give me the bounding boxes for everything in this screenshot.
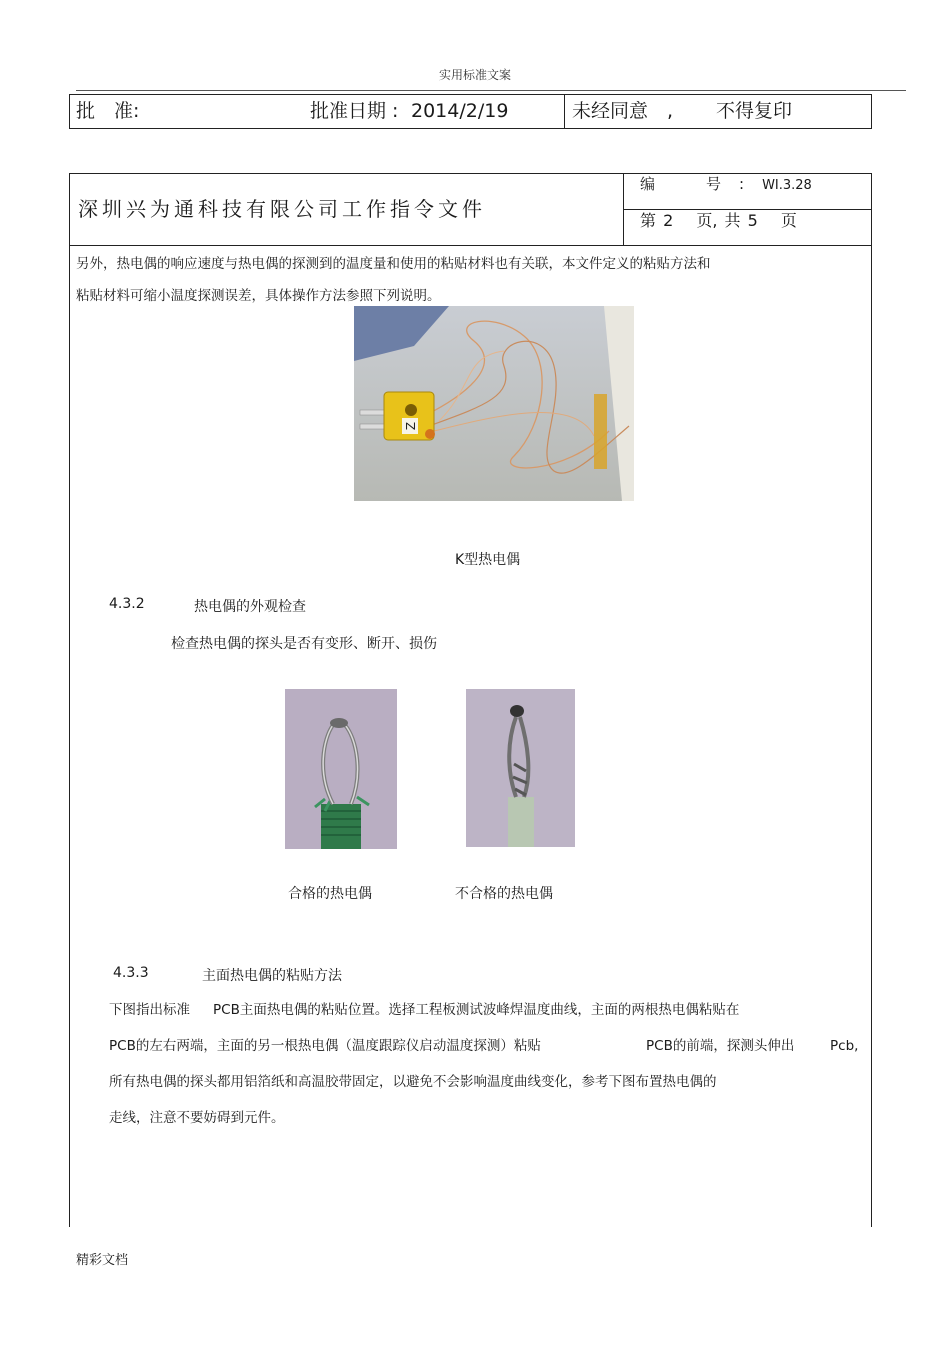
notice-right: 不得复印 bbox=[716, 100, 793, 122]
section-4-3-3-line-4: 走线，注意不要妨碍到元件。 bbox=[109, 1110, 285, 1126]
good-probe-illustration bbox=[285, 689, 397, 849]
page-footer: 精彩文档 bbox=[76, 1253, 129, 1268]
bad-probe-illustration bbox=[466, 689, 575, 847]
notice-left: 未经同意 , bbox=[572, 100, 674, 122]
approval-divider bbox=[564, 95, 565, 128]
page-header: 实用标准文案 bbox=[438, 68, 511, 82]
doc-number-value: WI.3.28 bbox=[762, 178, 812, 193]
page-count: 第 2 页, 共 5 页 bbox=[640, 211, 797, 230]
doc-number bbox=[640, 174, 812, 209]
section-4-3-3-line-1a: 下图指出标准 bbox=[109, 1002, 190, 1018]
header-divider bbox=[76, 90, 906, 91]
approve-label: 批 准: bbox=[76, 100, 140, 122]
good-caption: 合格的热电偶 bbox=[288, 886, 372, 902]
intro-line-2: 粘贴材料可缩小温度探测误差，具体操作方法参照下列说明。 bbox=[76, 288, 441, 304]
section-4-3-3-line-2c: Pcb, bbox=[830, 1038, 859, 1054]
intro-line-1: 另外，热电偶的响应速度与热电偶的探测到的温度量和使用的粘贴材料也有关联，本文件定义的粘贴方法和 bbox=[76, 256, 711, 272]
section-4-3-3-line-3: 所有热电偶的探头都用铝箔纸和高温胶带固定，以避免不会影响温度曲线变化，参考下图布置热电偶的 bbox=[109, 1074, 717, 1090]
section-4-3-3-line-2a: PCB的左右两端，主面的另一根热电偶（温度跟踪仪启动温度探测）粘贴 bbox=[109, 1038, 541, 1054]
section-4-3-3-title: 主面热电偶的粘贴方法 bbox=[202, 968, 342, 984]
good-thermocouple-photo bbox=[285, 689, 397, 849]
section-4-3-2-title: 热电偶的外观检查 bbox=[194, 599, 306, 615]
approval-row bbox=[69, 94, 872, 129]
approve-date: 2014/2/19 bbox=[411, 100, 509, 122]
approve-date-label: 批准日期 : bbox=[310, 100, 399, 122]
company-title: 深圳兴为通科技有限公司工作指令文件 bbox=[78, 197, 486, 221]
section-4-3-3-line-2b: PCB的前端，探测头伸出 bbox=[646, 1038, 795, 1054]
connector-label: Z bbox=[404, 421, 418, 431]
bad-thermocouple-photo bbox=[466, 689, 575, 847]
section-4-3-2-body: 检查热电偶的探头是否有变形、断开、损伤 bbox=[171, 636, 437, 652]
bad-caption: 不合格的热电偶 bbox=[455, 886, 553, 902]
section-4-3-3-number: 4.3.3 bbox=[113, 965, 149, 981]
title-block bbox=[70, 174, 871, 246]
k-type-thermocouple-photo bbox=[354, 306, 634, 501]
section-4-3-3-line-1b: PCB主面热电偶的粘贴位置。选择工程板测试波峰焊温度曲线，主面的两根热电偶粘贴在 bbox=[213, 1002, 740, 1018]
section-4-3-2-number: 4.3.2 bbox=[109, 596, 145, 612]
thermocouple-illustration bbox=[354, 306, 634, 501]
doc-number-label: 编 号: bbox=[640, 175, 763, 193]
figure1-caption: K型热电偶 bbox=[455, 552, 521, 568]
